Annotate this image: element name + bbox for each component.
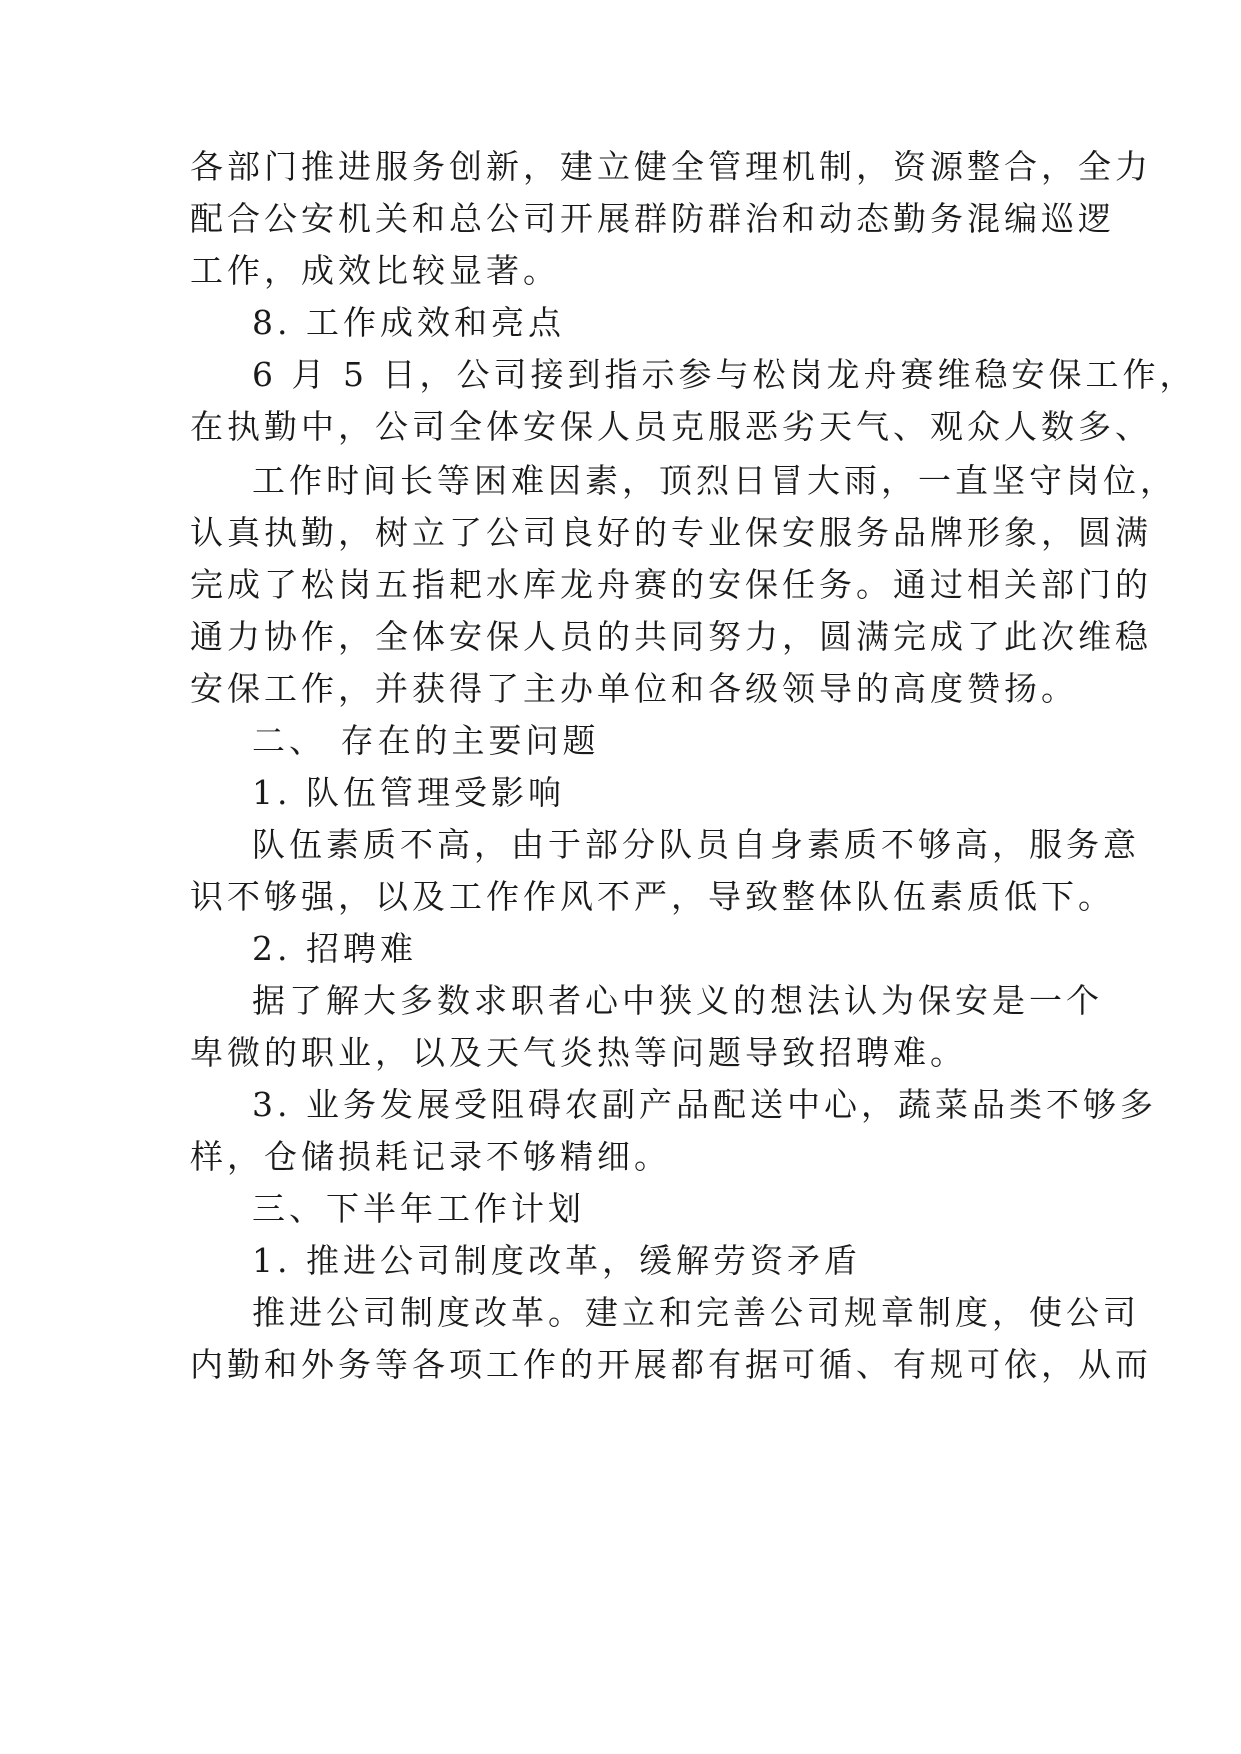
subsection-heading: 3. 业务发展受阻碍农副产品配送中心，蔬菜品类不够多 [252,1085,1157,1124]
paragraph-first-line: 据了解大多数求职者心中狭义的想法认为保安是一个 [252,981,1103,1020]
section-heading: 8. 工作成效和亮点 [252,303,565,342]
text-line: 各部门推进服务创新，建立健全管理机制，资源整合，全力 [190,147,1152,186]
section-heading: 三、下半年工作计划 [252,1189,585,1228]
subsection-heading: 1. 推进公司制度改革，缓解劳资矛盾 [252,1241,861,1280]
text-line: 通力协作，全体安保人员的共同努力，圆满完成了此次维稳 [190,617,1152,656]
paragraph-first-line: 推进公司制度改革。建立和完善公司规章制度，使公司 [252,1293,1140,1332]
text-line: 卑微的职业，以及天气炎热等问题导致招聘难。 [190,1033,967,1072]
text-line: 配合公安机关和总公司开展群防群治和动态勤务混编巡逻 [190,199,1115,238]
text-line: 完成了松岗五指耙水库龙舟赛的安保任务。通过相关部门的 [190,565,1152,604]
section-heading: 二、 存在的主要问题 [252,721,600,760]
text-line: 样，仓储损耗记录不够精细。 [190,1137,671,1176]
text-line: 安保工作，并获得了主办单位和各级领导的高度赞扬。 [190,669,1078,708]
subsection-heading: 2. 招聘难 [252,929,417,968]
paragraph-first-line: 队伍素质不高，由于部分队员自身素质不够高，服务意 [252,825,1140,864]
subsection-heading: 1. 队伍管理受影响 [252,773,565,812]
text-line: 在执勤中，公司全体安保人员克服恶劣天气、观众人数多、 [190,407,1152,446]
text-line: 工作，成效比较显著。 [190,251,560,290]
text-line: 认真执勤，树立了公司良好的专业保安服务品牌形象，圆满 [190,513,1152,552]
text-line: 工作时间长等困难因素，顶烈日冒大雨，一直坚守岗位， [252,461,1177,500]
text-line: 内勤和外务等各项工作的开展都有据可循、有规可依，从而 [190,1345,1152,1384]
text-line: 识不够强，以及工作作风不严，导致整体队伍素质低下。 [190,877,1115,916]
paragraph-first-line: 6 月 5 日，公司接到指示参与松岗龙舟赛维稳安保工作， [252,355,1197,394]
